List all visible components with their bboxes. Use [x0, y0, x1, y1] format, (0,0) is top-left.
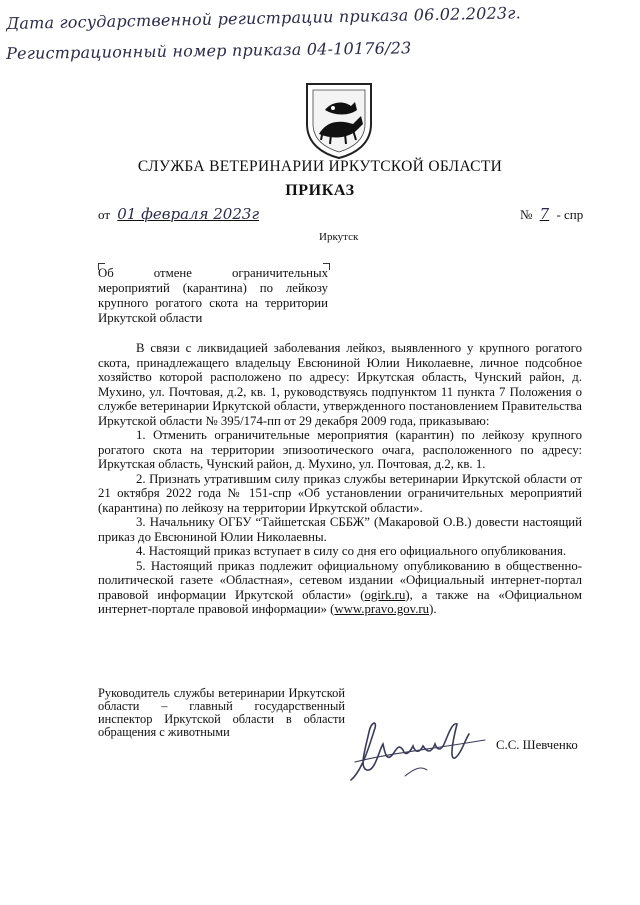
item-1-paragraph: 1. Отменить ограничительные мероприятия (карантин) по лейкозу крупного рогатого скота на территории эпизоотического очага, расположенного по адресу: Иркутская область, Чунский район, д. Мухино, ул. Почтовая, д.2, кв. 1. — [98, 428, 582, 471]
document-type-title: ПРИКАЗ — [285, 182, 355, 199]
order-date — [98, 205, 263, 223]
registration-number-note: Регистрационный номер приказа 04-10176/23 — [6, 38, 412, 63]
pravo-link[interactable]: www.pravo.gov.ru — [334, 602, 430, 616]
order-number — [520, 205, 583, 223]
order-body — [98, 341, 582, 617]
signatory-position: Руководитель службы ветеринарии Иркутской области – главный государственный инспектор Иркутской области в области обращения с животными — [98, 686, 345, 739]
agency-name: СЛУЖБА ВЕТЕРИНАРИИ ИРКУТСКОЙ ОБЛАСТИ — [137, 158, 503, 175]
city-name: Иркутск — [319, 231, 359, 243]
item-5-paragraph — [98, 559, 582, 617]
item-3-paragraph: 3. Начальнику ОГБУ “Тайшетская СББЖ” (Макаровой О.В.) довести настоящий приказ до Евсюниной Юлии Николаевны. — [98, 515, 582, 544]
registration-date-note: Дата государственной регистрации приказа 06.02.2023г. — [6, 3, 522, 33]
item-5-text-b: ), а также на «Официальном интернет-портале правовой информации» ( — [98, 587, 583, 616]
handwritten-date: 01 февраля 2023г — [117, 205, 260, 223]
handwritten-number: 7 — [539, 205, 550, 223]
handwritten-signature — [345, 710, 495, 790]
coat-of-arms-emblem — [303, 80, 375, 160]
order-subject: Об отмене ограничительных мероприятий (карантина) по лейкозу крупного рогатого скота на территории Иркутской области — [98, 266, 328, 325]
signatory-name: С.С. Шевченко — [496, 738, 578, 752]
date-prefix: от — [98, 207, 111, 222]
item-5-text-a: 5. Настоящий приказ подлежит официальному опубликованию в общественно-политической газете «Областная», сетевом издании «Официальный интернет-портал правовой информации Иркутской области» ( — [98, 558, 582, 602]
item-4-paragraph: 4. Настоящий приказ вступает в силу со дня его официального опубликования. — [136, 544, 567, 558]
item-2-paragraph: 2. Признать утратившим силу приказ службы ветеринарии Иркутской области от 21 октября 2022 года № 151-спр «Об установлении ограничительных мероприятий (карантина) по лейкозу на территории Иркутской области». — [98, 471, 582, 515]
preamble-paragraph: В связи с ликвидацией заболевания лейкоз, выявленного у крупного рогатого скота, принадлежащего владельцу Евсюниной Юлии Николаевне, личное подсобное хозяйство которой расположено по адресу: Иркутская область, Чунский район, д. Мухино, ул. Почтовая, д.2, кв. 1, руководствуясь подпунктом 11 пункта 7 Положения о службе ветеринарии Иркутской области, утвержденного постановлением Правительства Иркутской области № 395/174-пп от 29 декабря 2009 года, приказываю: — [98, 341, 582, 428]
ogirk-link[interactable]: ogirk.ru — [364, 587, 406, 602]
number-suffix: - спр — [556, 207, 584, 222]
item-5-text-c: ). — [429, 602, 437, 616]
number-prefix: № — [520, 207, 533, 222]
